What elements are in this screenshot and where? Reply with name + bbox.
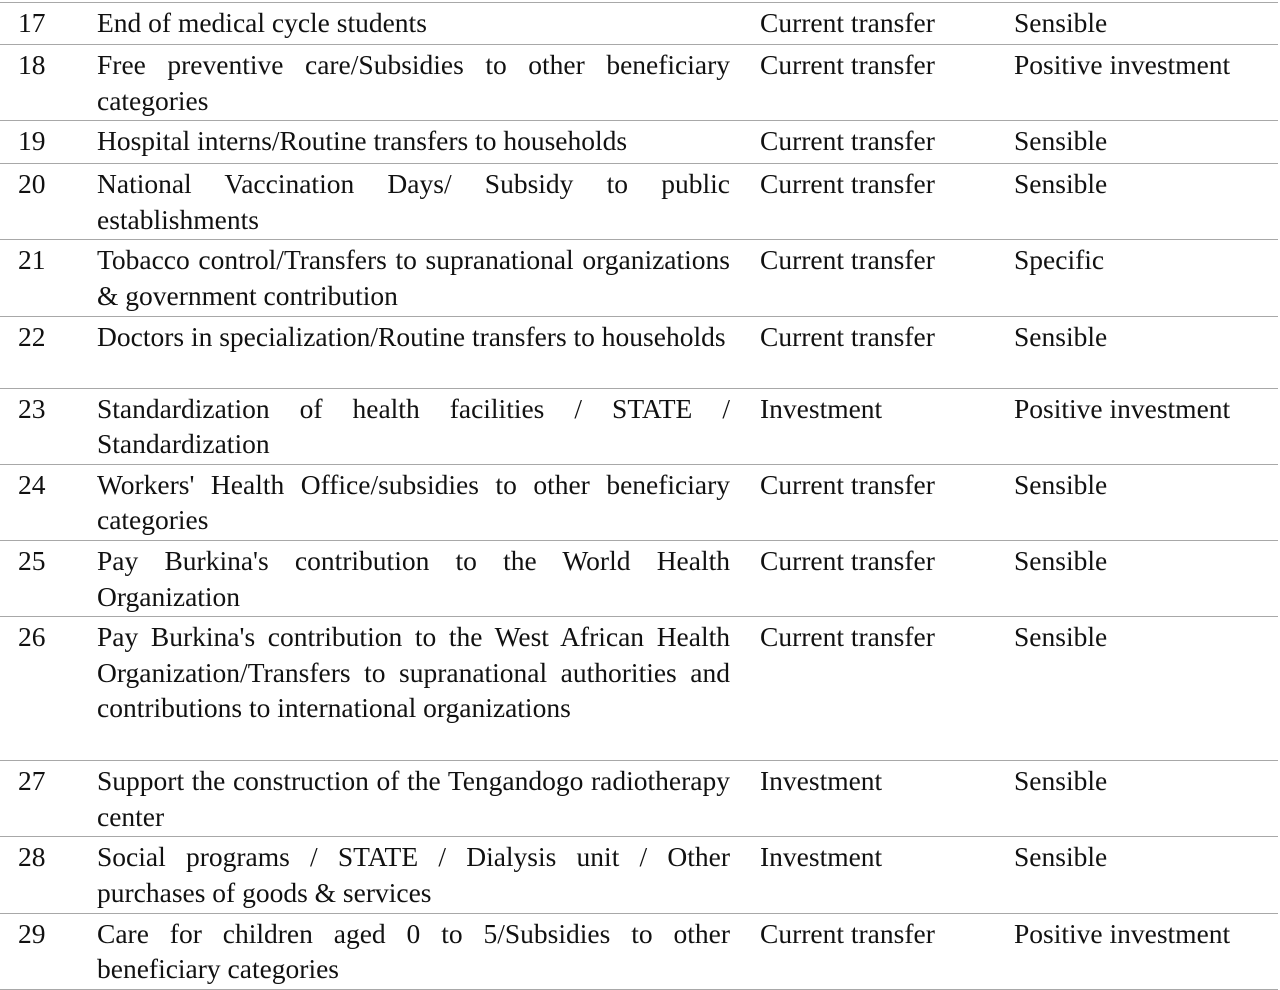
- row-number: 23: [0, 388, 97, 464]
- table-row: [0, 240, 1278, 316]
- row-description: Hospital interns/Routine transfers to households: [97, 121, 760, 164]
- row-description: Social programs / STATE / Dialysis unit / Other purchases of goods & services: [97, 837, 760, 913]
- row-classification: Positive investment: [1014, 45, 1278, 121]
- table-row: [0, 913, 1278, 989]
- row-description: Support the construction of the Tengandogo radiotherapy center: [97, 761, 760, 837]
- table-row: [0, 45, 1278, 121]
- row-type: Investment: [760, 761, 1014, 837]
- row-description: Care for children aged 0 to 5/Subsidies to other beneficiary categories: [97, 913, 760, 989]
- row-type: Current transfer: [760, 45, 1014, 121]
- table-body: [0, 3, 1278, 990]
- row-number: 25: [0, 540, 97, 616]
- row-classification: Sensible: [1014, 121, 1278, 164]
- row-classification: Positive investment: [1014, 388, 1278, 464]
- row-number: 24: [0, 464, 97, 540]
- row-number: 29: [0, 913, 97, 989]
- row-type: Current transfer: [760, 617, 1014, 761]
- table-row: [0, 388, 1278, 464]
- table-row: [0, 617, 1278, 761]
- row-description: End of medical cycle students: [97, 3, 760, 45]
- row-type: Current transfer: [760, 913, 1014, 989]
- table-row: [0, 540, 1278, 616]
- table-row: [0, 121, 1278, 164]
- budget-line-table: [0, 2, 1278, 990]
- row-type: Current transfer: [760, 121, 1014, 164]
- table-row: [0, 316, 1278, 388]
- row-classification: Sensible: [1014, 617, 1278, 761]
- row-classification: Sensible: [1014, 464, 1278, 540]
- row-type: Investment: [760, 388, 1014, 464]
- row-description: Standardization of health facilities / STATE / Standardization: [97, 388, 760, 464]
- row-description: Pay Burkina's contribution to the World Health Organization: [97, 540, 760, 616]
- row-description: Tobacco control/Transfers to supranational organizations & government contribution: [97, 240, 760, 316]
- row-type: Investment: [760, 837, 1014, 913]
- row-type: Current transfer: [760, 316, 1014, 388]
- row-number: 20: [0, 164, 97, 240]
- row-type: Current transfer: [760, 3, 1014, 45]
- table-row: [0, 464, 1278, 540]
- row-classification: Sensible: [1014, 164, 1278, 240]
- row-classification: Positive investment: [1014, 913, 1278, 989]
- row-number: 21: [0, 240, 97, 316]
- row-number: 17: [0, 3, 97, 45]
- row-description: National Vaccination Days/ Subsidy to public establishments: [97, 164, 760, 240]
- table-row: [0, 3, 1278, 45]
- row-number: 28: [0, 837, 97, 913]
- table-row: [0, 164, 1278, 240]
- row-type: Current transfer: [760, 164, 1014, 240]
- row-number: 22: [0, 316, 97, 388]
- table-row: [0, 761, 1278, 837]
- row-type: Current transfer: [760, 540, 1014, 616]
- table-row: [0, 837, 1278, 913]
- row-type: Current transfer: [760, 240, 1014, 316]
- row-description: Workers' Health Office/subsidies to other beneficiary categories: [97, 464, 760, 540]
- row-classification: Sensible: [1014, 540, 1278, 616]
- row-classification: Sensible: [1014, 316, 1278, 388]
- row-description: Pay Burkina's contribution to the West African Health Organization/Transfers to supranational authorities and contributions to international organizations: [97, 617, 760, 761]
- row-type: Current transfer: [760, 464, 1014, 540]
- row-number: 19: [0, 121, 97, 164]
- row-description: Free preventive care/Subsidies to other beneficiary categories: [97, 45, 760, 121]
- row-number: 18: [0, 45, 97, 121]
- row-classification: Sensible: [1014, 837, 1278, 913]
- row-classification: Specific: [1014, 240, 1278, 316]
- row-classification: Sensible: [1014, 3, 1278, 45]
- row-classification: Sensible: [1014, 761, 1278, 837]
- row-number: 26: [0, 617, 97, 761]
- row-description: Doctors in specialization/Routine transfers to households: [97, 316, 760, 388]
- row-number: 27: [0, 761, 97, 837]
